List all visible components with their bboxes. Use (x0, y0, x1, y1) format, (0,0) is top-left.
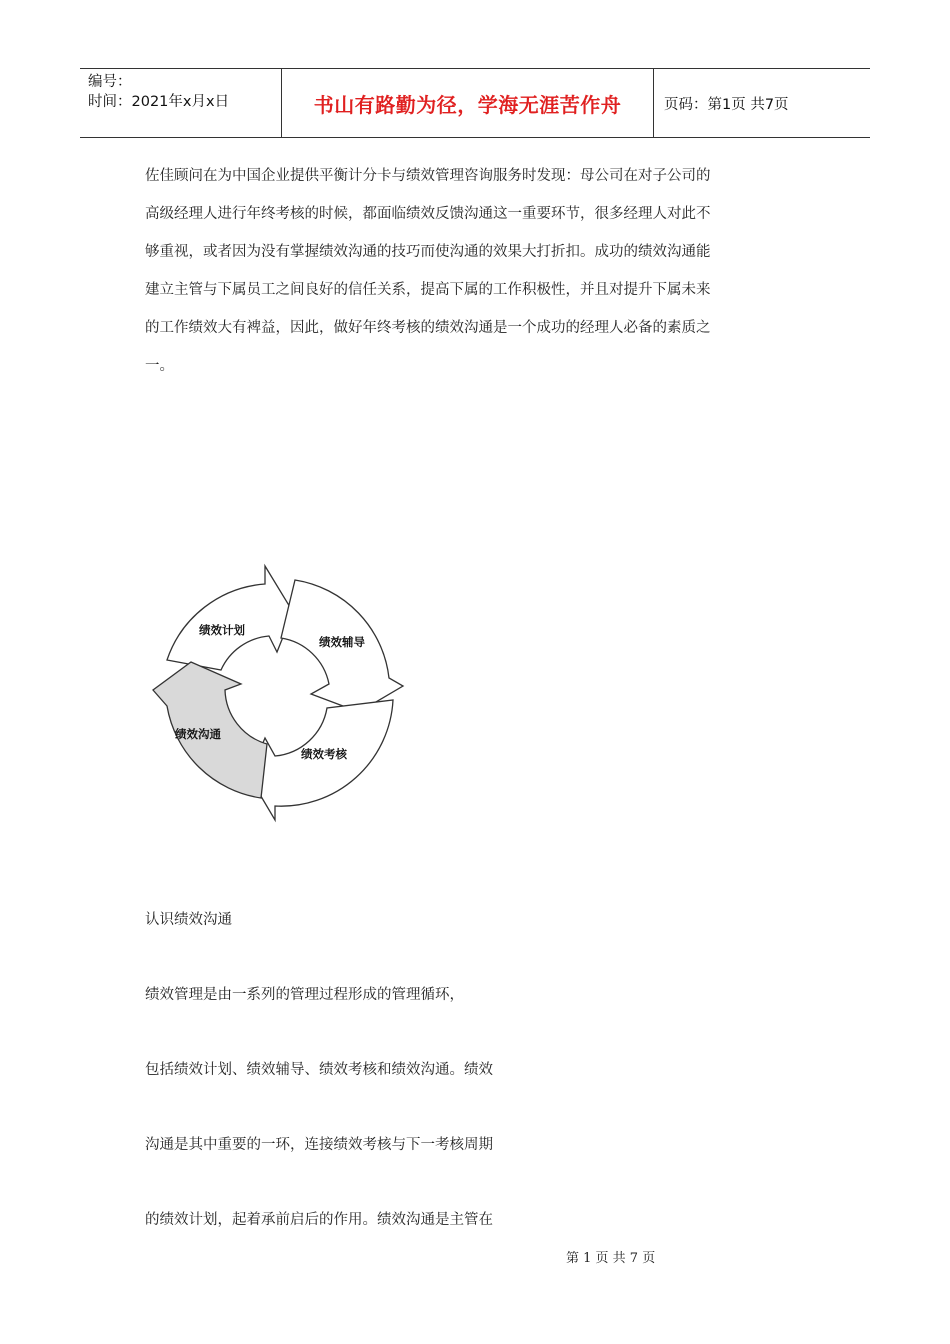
label-coach: 绩效辅导 (319, 635, 365, 649)
intro-line: 佐佳顾问在为中国企业提供平衡计分卡与绩效管理咨询服务时发现：母公司在对子公司的 (145, 168, 711, 184)
body-line: 绩效管理是由一系列的管理过程形成的管理循环， (145, 987, 464, 1003)
header-page-label: 页码：第1页 共7页 (664, 96, 789, 113)
intro-line: 一。 (145, 358, 174, 374)
header-meta (80, 69, 281, 137)
cycle-arrow-plan (167, 566, 293, 670)
body-line: 沟通是其中重要的一环，连接绩效考核与下一考核周期 (145, 1137, 493, 1153)
intro-line: 高级经理人进行年终考核的时候，都面临绩效反馈沟通这一重要环节，很多经理人对此不 (145, 206, 711, 222)
performance-cycle-diagram (145, 560, 410, 825)
header-motto: 书山有路勤为径，学海无涯苦作舟 (281, 69, 654, 137)
label-communication: 绩效沟通 (175, 727, 221, 741)
body-line: 的绩效计划，起着承前启后的作用。绩效沟通是主管在 (145, 1212, 493, 1228)
time-label: 时间：2021年x月x日 (88, 94, 230, 110)
label-appraisal: 绩效考核 (301, 747, 347, 761)
intro-paragraph (145, 157, 805, 385)
number-label: 编号： (88, 74, 132, 90)
document-header (80, 68, 870, 138)
label-plan: 绩效计划 (199, 623, 245, 637)
section-title: 认识绩效沟通 (145, 912, 232, 928)
intro-line: 的工作绩效大有裨益，因此，做好年终考核的绩效沟通是一个成功的经理人必备的素质之 (145, 320, 711, 336)
body-line: 包括绩效计划、绩效辅导、绩效考核和绩效沟通。绩效 (145, 1062, 493, 1078)
intro-line: 够重视，或者因为没有掌握绩效沟通的技巧而使沟通的效果大打折扣。成功的绩效沟通能 (145, 244, 711, 260)
intro-line: 建立主管与下属员工之间良好的信任关系，提高下属的工作积极性，并且对提升下属未来 (145, 282, 711, 298)
page-footer: 第 1 页 共 7 页 (566, 1251, 656, 1266)
